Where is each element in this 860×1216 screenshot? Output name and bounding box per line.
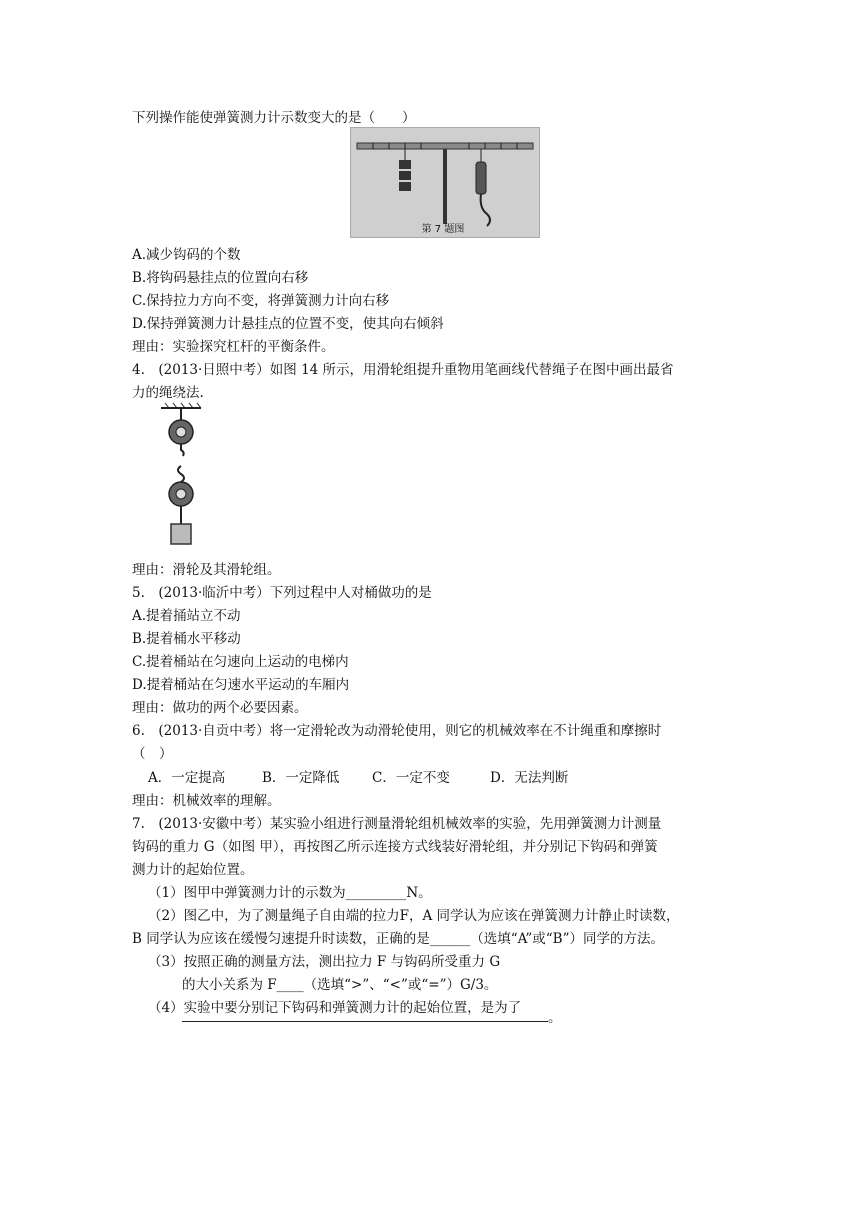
q3-option-c: C.保持拉力方向不变，将弹簧测力计向右移 — [132, 293, 390, 309]
q7-stem-line3: 测力计的起始位置。 — [132, 862, 254, 878]
q7-part2-line2: B 同学认为应该在缓慢匀速提升时读数，正确的是______（选填“A”或“B”）同学的方法。 — [132, 931, 665, 947]
q7-stem-line2: 钩码的重力 G（如图 甲），再按图乙所示连接方式线装好滑轮组，并分别记下钩码和弹簧 — [132, 839, 658, 855]
q6-choice-c: C．一定不变 — [372, 770, 450, 786]
q4-reason: 理由：滑轮及其滑轮组。 — [132, 562, 281, 578]
q7-part4-answer-line — [182, 1021, 548, 1022]
q6-choice-a: A．一定提高 — [148, 770, 226, 786]
q7-part4: （4）实验中要分别记下钩码和弹簧测力计的起始位置，是为了 — [148, 1000, 522, 1016]
q6-choice-d: D．无法判断 — [490, 770, 569, 786]
lever-illustration — [351, 128, 539, 237]
q4-stem-line2: 力的绳绕法. — [132, 385, 204, 401]
q3-option-a: A.减少钩码的个数 — [132, 247, 241, 263]
q5-option-c: C.提着桶站在匀速向上运动的电梯内 — [132, 654, 349, 670]
q7-part2-line1: （2）图乙中，为了测量绳子自由端的拉力F，A 同学认为应该在弹簧测力计静止时读数， — [148, 908, 680, 924]
q7-part4-end: 。 — [548, 1010, 562, 1026]
lever-figure — [350, 127, 540, 238]
q4-stem-line1: 4. (2013·日照中考）如图 14 所示，用滑轮组提升重物用笔画线代替绳子在图中画出最省 — [132, 362, 674, 378]
q5-option-b: B.提着桶水平移动 — [132, 631, 241, 647]
pulley-illustration — [155, 402, 207, 548]
q3-option-b: B.将钩码悬挂点的位置向右移 — [132, 270, 309, 286]
q7-part1: （1）图甲中弹簧测力计的示数为_________N。 — [148, 885, 432, 901]
q3-option-d: D.保持弹簧测力计悬挂点的位置不变，使其向右倾斜 — [132, 316, 444, 332]
q5-reason: 理由：做功的两个必要因素。 — [132, 700, 308, 716]
q6-choice-b: B．一定降低 — [262, 770, 340, 786]
q6-reason: 理由：机械效率的理解。 — [132, 793, 281, 809]
q7-stem-line1: 7. (2013·安徽中考）某实验小组进行测量滑轮组机械效率的实验，先用弹簧测力计测量 — [132, 816, 662, 832]
q3-stem: 下列操作能使弹簧测力计示数变大的是（ ） — [132, 110, 416, 126]
q3-reason: 理由：实验探究杠杆的平衡条件。 — [132, 339, 335, 355]
q6-stem-line2: （ ） — [132, 746, 173, 762]
lever-figure-caption: 第 7 题图 — [421, 224, 465, 235]
q6-stem-line1: 6. (2013·自贡中考）将一定滑轮改为动滑轮使用，则它的机械效率在不计绳重和摩擦时 — [132, 723, 662, 739]
q5-stem: 5. (2013·临沂中考）下列过程中人对桶做功的是 — [132, 585, 432, 601]
q5-option-d: D.提着桶站在匀速水平运动的车厢内 — [132, 677, 350, 693]
q6-choices — [148, 768, 568, 788]
q7-part3-line1: （3）按照正确的测量方法，测出拉力 F 与钩码所受重力 G — [148, 954, 501, 970]
pulley-figure — [155, 402, 207, 548]
q5-option-a: A.提着捅站立不动 — [132, 608, 241, 624]
q7-part3-line2: 的大小关系为 F____（选填“>”、“<”或“=”）G/3。 — [182, 977, 498, 993]
